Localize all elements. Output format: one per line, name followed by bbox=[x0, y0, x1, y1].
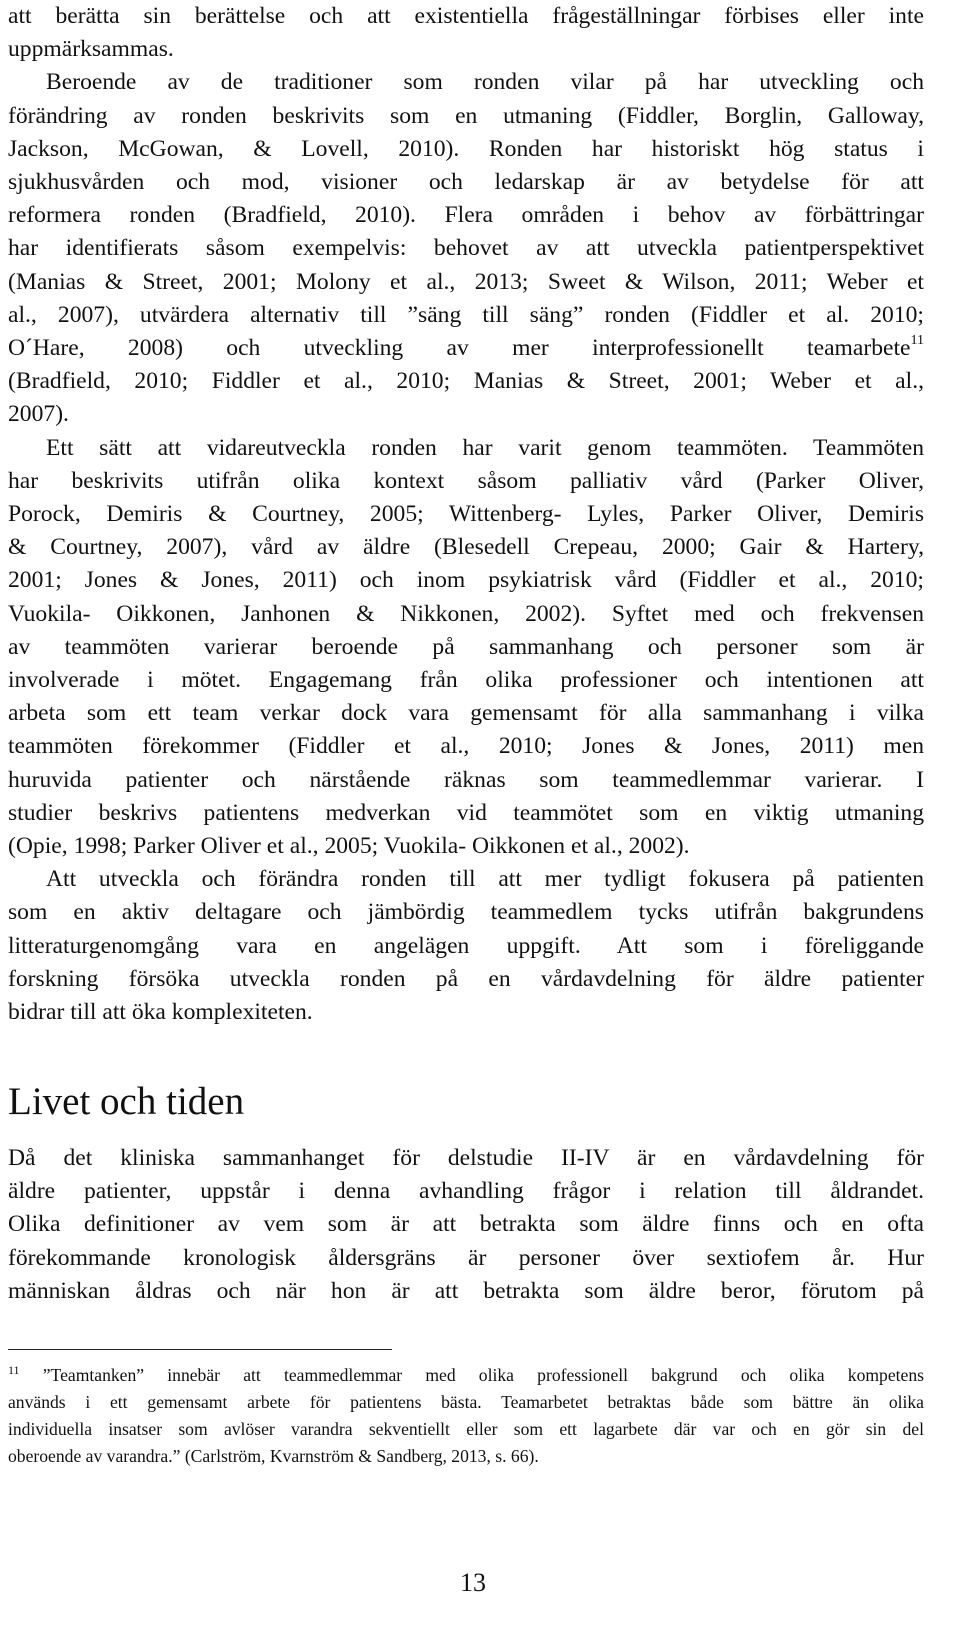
text-line: studier beskrivs patientens medverkan vid teammötet som en viktig utmaning bbox=[8, 799, 924, 826]
text-line: involverade i mötet. Engagemang från olika professioner och intentionen att bbox=[8, 667, 924, 694]
section-heading: Livet och tiden bbox=[8, 1080, 245, 1123]
text-line: forskning försöka utveckla ronden på en vårdavdelning för äldre patienter bbox=[8, 965, 924, 992]
body-paragraphs bbox=[8, 0, 924, 1029]
footnote-line bbox=[8, 1362, 924, 1389]
footnote bbox=[8, 1362, 924, 1470]
text-line: teammöten förekommer (Fiddler et al., 2010; Jones & Jones, 2011) men bbox=[8, 733, 924, 760]
text-line: (Opie, 1998; Parker Oliver et al., 2005; Vuokila- Oikkonen et al., 2002). bbox=[8, 833, 690, 860]
footnote-line: används i ett gemensamt arbete för patientens bästa. Teamarbetet betraktas både som bättre än olika bbox=[8, 1392, 924, 1412]
text-line: Vuokila- Oikkonen, Janhonen & Nikkonen, 2002). Syftet med och frekvensen bbox=[8, 600, 924, 627]
text-line: som en aktiv deltagare och jämbördig teammedlem tycks utifrån bakgrundens bbox=[8, 899, 924, 926]
text-line: litteraturgenomgång vara en angelägen uppgift. Att som i föreliggande bbox=[8, 932, 924, 959]
text-line: att berätta sin berättelse och att existentiella frågeställningar förbises eller inte bbox=[8, 3, 924, 29]
text-line: av teammöten varierar beroende på sammanhang och personer som är bbox=[8, 633, 924, 660]
text-line: har beskrivits utifrån olika kontext såsom palliativ vård (Parker Oliver, bbox=[8, 467, 924, 494]
footnote-reference[interactable]: 11 bbox=[910, 333, 924, 349]
text-line: reformera ronden (Bradfield, 2010). Flera områden i behov av förbättringar bbox=[8, 202, 924, 229]
page-number: 13 bbox=[460, 1568, 486, 1597]
text-line: al., 2007), utvärdera alternativ till ”säng till säng” ronden (Fiddler et al. 2010; bbox=[8, 301, 924, 328]
footnote-marker: 11 bbox=[8, 1363, 20, 1377]
text-line: Ett sätt att vidareutveckla ronden har varit genom teammöten. Teammöten bbox=[46, 434, 924, 461]
text-line-with-footnote bbox=[8, 332, 924, 365]
text-line: 2007). bbox=[8, 401, 69, 428]
text-line: arbeta som ett team verkar dock vara gemensamt för alla sammanhang i vilka bbox=[8, 700, 924, 727]
text-line: bidrar till att öka komplexiteten. bbox=[8, 999, 313, 1026]
text-line: (Manias & Street, 2001; Molony et al., 2013; Sweet & Wilson, 2011; Weber et bbox=[8, 268, 924, 295]
section-paragraph bbox=[8, 1142, 924, 1308]
text-line: Att utveckla och förändra ronden till att mer tydligt fokusera på patienten bbox=[46, 866, 924, 893]
footnote-separator bbox=[8, 1349, 392, 1350]
text-line: sjukhusvården och mod, visioner och ledarskap är av betydelse för att bbox=[8, 169, 924, 196]
text-line: Jackson, McGowan, & Lovell, 2010). Ronden har historiskt hög status i bbox=[8, 135, 924, 162]
text-line: människan åldras och när hon är att betrakta som äldre beror, förutom på bbox=[8, 1277, 924, 1304]
footnote-line: individuella insatser som avlöser varandra sekventiellt eller som ett lagarbete där var och en gör sin del bbox=[8, 1419, 924, 1439]
text-line: huruvida patienter och närstående räknas som teammedlemmar varierar. I bbox=[8, 766, 924, 793]
text-line: Olika definitioner av vem som är att betrakta som äldre finns och en ofta bbox=[8, 1211, 924, 1238]
text-line: förekommande kronologisk åldersgräns är personer över sextiofem år. Hur bbox=[8, 1244, 924, 1271]
text-line: & Courtney, 2007), vård av äldre (Blesedell Crepeau, 2000; Gair & Hartery, bbox=[8, 534, 924, 561]
text-line: äldre patienter, uppstår i denna avhandling frågor i relation till åldrandet. bbox=[8, 1178, 924, 1205]
text-line: Då det kliniska sammanhanget för delstudie II-IV är en vårdavdelning för bbox=[8, 1145, 924, 1171]
text-line: förändring av ronden beskrivits som en utmaning (Fiddler, Borglin, Galloway, bbox=[8, 102, 924, 129]
text-line: Beroende av de traditioner som ronden vilar på har utveckling och bbox=[46, 69, 924, 96]
text-line: (Bradfield, 2010; Fiddler et al., 2010; Manias & Street, 2001; Weber et al., bbox=[8, 368, 924, 395]
text-line: uppmärksammas. bbox=[8, 36, 174, 63]
footnote-line: oberoende av varandra.” (Carlström, Kvarnström & Sandberg, 2013, s. 66). bbox=[8, 1446, 539, 1466]
text-fragment: ”Teamtanken” innebär att teammedlemmar med olika professionell bakgrund och olika kompetens bbox=[42, 1365, 925, 1385]
text-line: Porock, Demiris & Courtney, 2005; Wittenberg- Lyles, Parker Oliver, Demiris bbox=[8, 501, 924, 528]
text-line: har identifierats såsom exempelvis: behovet av att utveckla patientperspektivet bbox=[8, 235, 924, 262]
text-line: 2001; Jones & Jones, 2011) och inom psykiatrisk vård (Fiddler et al., 2010; bbox=[8, 567, 924, 594]
text-fragment: O´Hare, 2008) och utveckling av mer interprofessionellt teamarbete bbox=[8, 335, 911, 362]
